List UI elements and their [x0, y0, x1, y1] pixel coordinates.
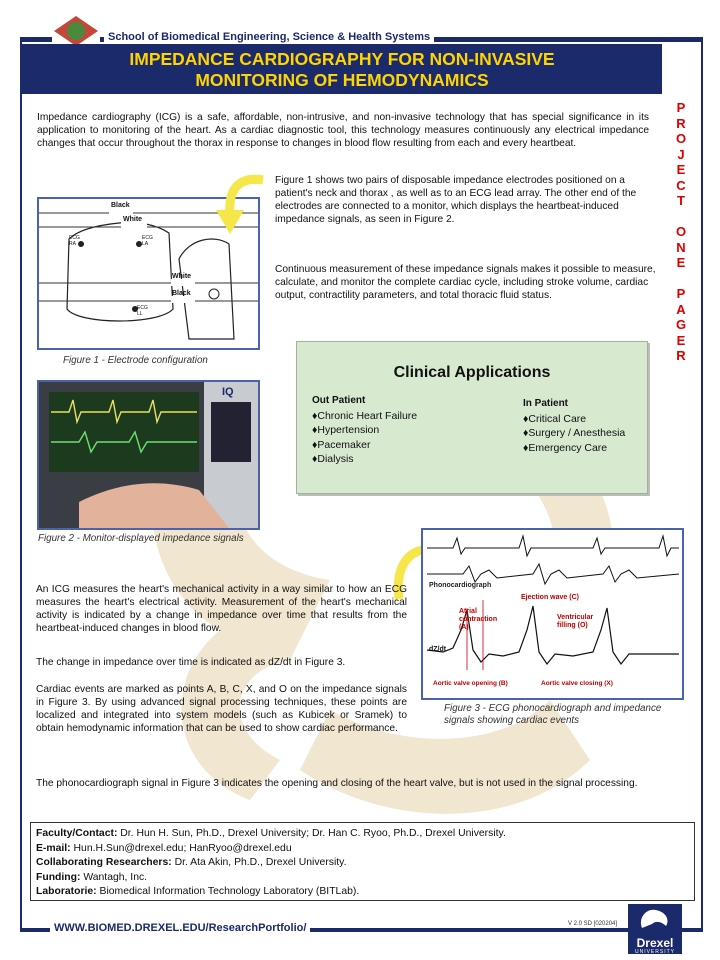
portfolio-url-link[interactable]: WWW.BIOMED.DREXEL.EDU/ResearchPortfolio/	[50, 922, 310, 934]
side-letter: T	[677, 193, 685, 208]
side-letter: E	[676, 255, 686, 270]
school-name: School of Biomedical Engineering, Science & Health Systems	[104, 31, 434, 43]
fig1-label-ecg-la: ECG LA	[142, 235, 153, 247]
school-logo	[52, 14, 100, 48]
out-patient-heading: Out Patient	[312, 395, 366, 406]
side-letter: N	[676, 239, 686, 255]
figure-3-signals-image	[421, 528, 684, 700]
collaborators-line: Collaborating Researchers: Dr. Ata Akin, Ph.D., Drexel University.	[36, 857, 347, 868]
list-item: ♦Surgery / Anesthesia	[523, 427, 626, 439]
fig1-label-white-top: White	[123, 216, 143, 223]
side-letter: O	[675, 224, 687, 239]
list-item: ♦Hypertension	[312, 424, 380, 436]
list-item: ♦Chronic Heart Failure	[312, 409, 418, 422]
side-letter: P	[676, 100, 686, 115]
figure-1-description: Figure 1 shows two pairs of disposable impedance electrodes positioned on a patient's neck and thorax , as well as to an ECG lead array. The other end of the electrodes are connected to a monitor, which displays the heartbeat-induced impedance signals, as seen in Figure 2.	[275, 175, 637, 225]
out-patient-list	[312, 394, 417, 467]
side-letter: E	[676, 332, 686, 348]
email-line: E-mail: Hun.H.Sun@drexel.edu; HanRyoo@drexel.edu	[36, 842, 292, 854]
fig1-label-white-bottom: White	[172, 273, 192, 280]
icg-paragraph-3: Cardiac events are marked as points A, B, C, X, and O on the impedance signals in Figure 3. By using advanced signal processing techniques, these points are localized and integrated into system models (such as Kubicek or Sramek) to obtain hemodynamic information that can be used to show cardiac performance.	[36, 684, 407, 734]
fig1-label-black-top: Black	[111, 202, 130, 209]
laboratory-line: Laboratorie: Biomedical Information Technology Laboratory (BITLab).	[36, 886, 360, 897]
icg-paragraph-2: The change in impedance over time is indicated as dZ/dt in Figure 3.	[36, 657, 346, 668]
side-letter: G	[675, 317, 687, 332]
intro-paragraph: Impedance cardiography (ICG) is a safe, affordable, non-intrusive, and non-invasive technology that has special significance in its application to monitoring of the heart. As a cardiac diagnostic tool, this technology measures continuously any electrical impedance changes that occur throughout the thorax in response to changes in blood flow resulting from each and every heartbeat.	[37, 112, 649, 149]
side-letter: P	[676, 286, 686, 301]
title-line-2: MONITORING OF HEMODYNAMICS	[195, 70, 489, 90]
fig3-phono-label: Phonocardiograph	[429, 582, 492, 589]
yellow-curved-arrow-icon	[208, 170, 268, 240]
side-letter: O	[675, 131, 687, 146]
fig1-label-ecg-ll: ECG LL	[137, 305, 148, 317]
clinical-applications-box	[296, 341, 648, 494]
drexel-university-logo	[628, 904, 682, 954]
project-one-pager-vertical	[670, 100, 692, 425]
list-item: ♦Pacemaker	[312, 438, 371, 451]
fig3-dzdt-label: dZ/dt	[429, 646, 447, 653]
side-letter: R	[676, 115, 686, 131]
figure-1-caption: Figure 1 - Electrode configuration	[63, 355, 208, 366]
fig3-opening-label: Aortic valve opening (B)	[433, 680, 508, 687]
side-letter: C	[676, 177, 686, 193]
figure-3-caption: Figure 3 - ECG phonocardiograph and impedance signals showing cardiac events	[444, 703, 662, 726]
fig3-closing-label: Aortic valve closing (X)	[541, 680, 613, 687]
side-letter: J	[677, 146, 685, 162]
list-item: ♦Dialysis	[312, 453, 354, 465]
monitor-brand: IQ	[222, 386, 234, 398]
icg-paragraph-1: An ICG measures the heart's mechanical activity in a way similar to how an ECG measures the heart's electrical activity. Measurement of the heart's mechanical activity is indicated by a change in impedance over time that results from the heartbeat-induced changes in blood flow.	[36, 584, 407, 634]
phonocardiograph-paragraph: The phonocardiograph signal in Figure 3 indicates the opening and closing of the heart valve, but is not used in the signal processing.	[36, 778, 638, 789]
list-item: ♦Critical Care	[523, 412, 587, 425]
fig3-ventricular-label: Ventricular filling (O)	[557, 614, 594, 629]
dragon-logo-icon	[628, 904, 682, 932]
figure-2-monitor-photo	[37, 380, 260, 530]
version-label: V 2.0 SD [020204]	[568, 921, 618, 927]
side-letter: A	[676, 301, 686, 317]
in-patient-heading: In Patient	[523, 398, 569, 409]
fig3-atrial-label: Atrial contraction (A)	[459, 608, 498, 631]
list-item: ♦Emergency Care	[523, 441, 608, 454]
drexel-logo-text: Drexel	[636, 936, 674, 950]
figure-2-caption: Figure 2 - Monitor-displayed impedance signals	[38, 533, 244, 544]
fig1-label-black-bottom: Black	[172, 290, 191, 297]
page-title	[22, 44, 662, 94]
contact-footer	[30, 822, 695, 901]
funding-line: Funding: Wantagh, Inc.	[36, 871, 148, 883]
title-line-1: IMPEDANCE CARDIOGRAPHY FOR NON-INVASIVE	[129, 49, 555, 69]
side-letter: E	[676, 162, 686, 177]
side-letter	[670, 209, 692, 225]
side-letter	[670, 271, 692, 287]
fig1-label-ecg-ra: ECG RA	[69, 235, 80, 247]
clinical-title: Clinical Applications	[393, 364, 551, 381]
fig3-ejection-label: Ejection wave (C)	[521, 594, 579, 601]
faculty-line: Faculty/Contact: Dr. Hun H. Sun, Ph.D., Drexel University; Dr. Han C. Ryoo, Ph.D., Drexel University.	[36, 828, 506, 839]
drexel-logo-subtext: UNIVERSITY	[634, 949, 675, 955]
continuous-measurement-paragraph: Continuous measurement of these impedance signals makes it possible to measure, calculate, and monitor the complete cardiac cycle, including stroke volume, cardiac output, contractility parameters, and total thoracic fluid status.	[275, 264, 656, 301]
email-link[interactable]: Hun.H.Sun@drexel.edu; HanRyoo@drexel.edu	[73, 842, 292, 854]
in-patient-list	[523, 397, 625, 455]
side-letter: R	[676, 348, 686, 363]
